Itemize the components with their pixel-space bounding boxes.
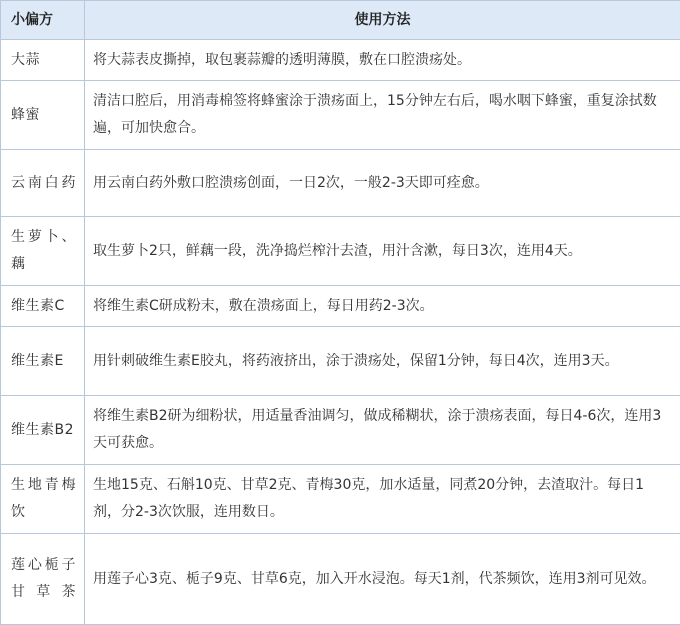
table-row bbox=[1, 465, 680, 534]
table-row bbox=[1, 40, 680, 81]
remedy-method: 用莲子心3克、栀子9克、甘草6克，加入开水浸泡。每天1剂，代茶频饮，连用3剂可见效。 bbox=[85, 534, 680, 625]
remedy-name: 大蒜 bbox=[1, 40, 85, 81]
remedy-name: 生萝卜、藕 bbox=[1, 217, 85, 286]
remedy-method: 将维生素B2研为细粉状，用适量香油调匀，做成稀糊状，涂于溃疡表面，每日4-6次，连用3天可获愈。 bbox=[85, 396, 680, 465]
remedy-method: 取生萝卜2只，鲜藕一段，洗净捣烂榨汁去渣，用汁含漱，每日3次，连用4天。 bbox=[85, 217, 680, 286]
remedy-name: 莲心栀子甘草茶 bbox=[1, 534, 85, 625]
table-row bbox=[1, 396, 680, 465]
remedy-name: 云南白药 bbox=[1, 150, 85, 217]
header-method: 使用方法 bbox=[85, 1, 680, 40]
header-remedy: 小偏方 bbox=[1, 1, 85, 40]
remedy-method: 用针刺破维生素E胶丸，将药液挤出，涂于溃疡处，保留1分钟，每日4次，连用3天。 bbox=[85, 327, 680, 396]
remedy-method: 生地15克、石斛10克、甘草2克、青梅30克，加水适量，同煮20分钟，去渣取汁。每日1剂，分2-3次饮服，连用数日。 bbox=[85, 465, 680, 534]
header-row bbox=[1, 1, 680, 40]
table-row bbox=[1, 150, 680, 217]
remedy-name: 维生素B2 bbox=[1, 396, 85, 465]
remedy-name: 蜂蜜 bbox=[1, 81, 85, 150]
remedy-name: 生地青梅饮 bbox=[1, 465, 85, 534]
remedy-method: 将大蒜表皮撕掉，取包裹蒜瓣的透明薄膜，敷在口腔溃疡处。 bbox=[85, 40, 680, 81]
remedy-method: 用云南白药外敷口腔溃疡创面，一日2次，一般2-3天即可痊愈。 bbox=[85, 150, 680, 217]
remedy-name: 维生素C bbox=[1, 286, 85, 327]
table-row bbox=[1, 327, 680, 396]
table-row bbox=[1, 217, 680, 286]
table-row bbox=[1, 81, 680, 150]
remedy-name: 维生素E bbox=[1, 327, 85, 396]
table-row bbox=[1, 286, 680, 327]
table-row bbox=[1, 534, 680, 625]
remedy-method: 将维生素C研成粉末，敷在溃疡面上，每日用药2-3次。 bbox=[85, 286, 680, 327]
remedy-method: 清洁口腔后，用消毒棉签将蜂蜜涂于溃疡面上，15分钟左右后，喝水咽下蜂蜜，重复涂拭数遍，可加快愈合。 bbox=[85, 81, 680, 150]
